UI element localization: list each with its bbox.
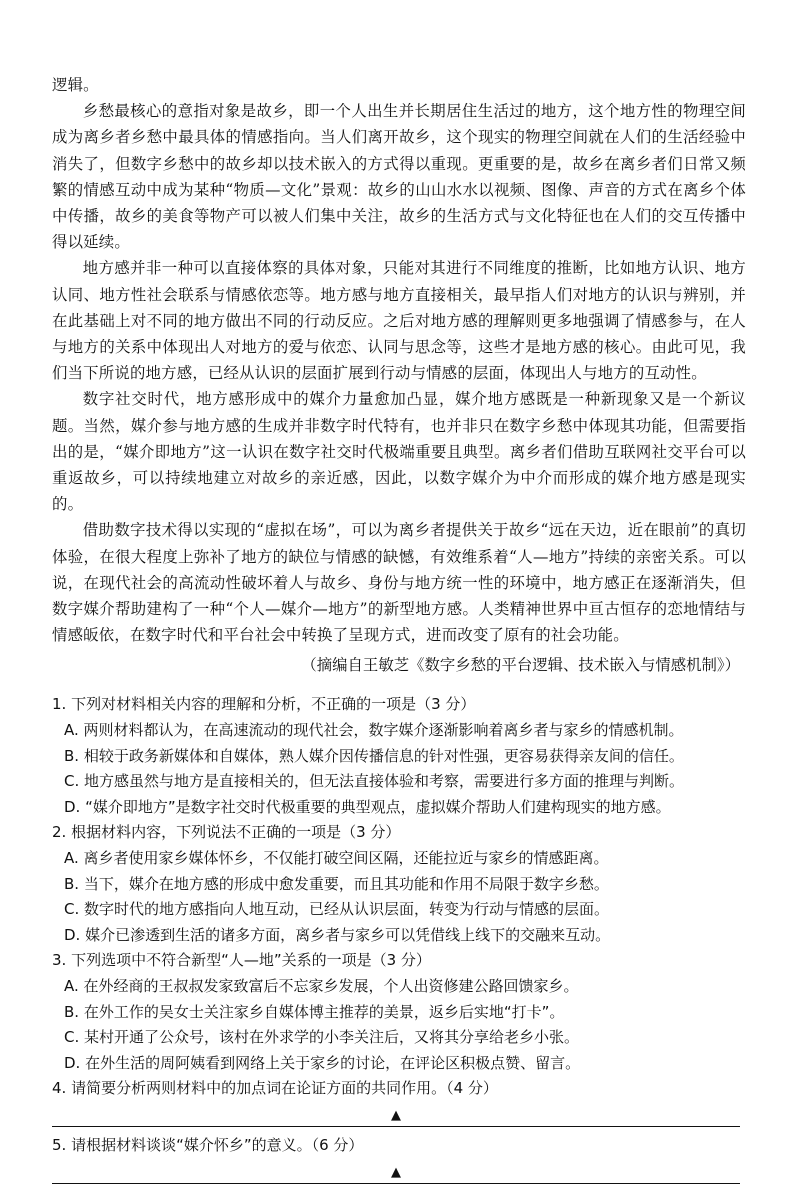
passage-paragraph: 借助数字技术得以实现的“虚拟在场”，可以为离乡者提供关于故乡“远在天边，近在眼前”的真切体验，在很大程度上弥补了地方的缺位与情感的缺憾，有效维系着“人—地方”持续的亲密关系。可以说，在现代社会的高流动性破坏着人与故乡、身份与地方统一性的环境中，地方感正在逐渐消失，但数字媒介帮助建构了一种“个人—媒介—地方”的新型地方感。人类精神世界中亘古恒存的恋地情结与情感皈依，在数字时代和平台社会中转换了呈现方式，进而改变了原有的社会功能。 <box>52 521 746 645</box>
question-3 <box>52 948 746 1076</box>
option-b: B. 当下，媒介在地方感的形成中愈发重要，而且其功能和作用不局限于数字乡愁。 <box>64 874 609 893</box>
option-d: D. 在外生活的周阿姨看到网络上关于家乡的讨论，在评论区积极点赞、留言。 <box>64 1053 581 1072</box>
questions-section <box>52 692 746 1183</box>
question-2 <box>52 820 746 948</box>
option-d: D. 媒介已渗透到生活的诸多方面，离乡者与家乡可以凭借线上线下的交融来互动。 <box>64 925 611 944</box>
option-a: A. 在外经商的王叔叔发家致富后不忘家乡发展，个人出资修建公路回馈家乡。 <box>64 977 579 995</box>
triangle-marker-icon: ▲ <box>391 1164 401 1180</box>
answer-line[interactable] <box>52 1159 740 1184</box>
question-stem: 3. 下列选项中不符合新型“人—地”关系的一项是（3 分） <box>52 951 431 970</box>
source-citation: （摘编自王敏芝《数字乡愁的平台逻辑、技术嵌入与情感机制》） <box>301 656 740 675</box>
passage-paragraph: 地方感并非一种可以直接体察的具体对象，只能对其进行不同维度的推断，比如地方认识、地方认同、地方性社会联系与情感依恋等。地方感与地方直接相关，最早指人们对地方的认识与辨别，并在此基础上对不同的地方做出不同的行动反应。之后对地方感的理解则更多地强调了情感参与，在人与地方的关系中体现出人对地方的爱与依恋、认同与思念等，这些才是地方感的核心。由此可见，我们当下所说的地方感，已经从认识的层面扩展到行动与情感的层面，体现出人与地方的互动性。 <box>52 259 746 383</box>
question-stem: 1. 下列对材料相关内容的理解和分析，不正确的一项是（3 分） <box>52 695 476 714</box>
option-c: C. 某村开通了公众号，该村在外求学的小李关注后，又将其分享给老乡小张。 <box>64 1028 580 1047</box>
option-a: A. 离乡者使用家乡媒体怀乡，不仅能打破空间区隔，还能拉近与家乡的情感距离。 <box>64 849 609 868</box>
triangle-marker-icon: ▲ <box>391 1107 401 1123</box>
passage-continuation: 逻辑。 <box>52 76 99 94</box>
option-d: D. “媒介即地方”是数字社交时代极重要的典型观点，虚拟媒介帮助人们建构现实的地方感。 <box>64 797 671 816</box>
option-c: C. 数字时代的地方感指向人地互动，已经从认识层面，转变为行动与情感的层面。 <box>64 900 610 919</box>
option-c: C. 地方感虽然与地方是直接相关的，但无法直接体验和考察，需要进行多方面的推理与判断。 <box>64 772 685 791</box>
option-b: B. 相较于政务新媒体和自媒体，熟人媒介因传播信息的针对性强，更容易获得亲友间的信任。 <box>64 746 684 765</box>
question-4 <box>52 1076 746 1127</box>
question-stem: 5. 请根据材料谈谈“媒介怀乡”的意义。（6 分） <box>52 1135 364 1154</box>
answer-line[interactable] <box>52 1102 740 1127</box>
question-stem: 2. 根据材料内容，下列说法不正确的一项是（3 分） <box>52 823 401 842</box>
question-1 <box>52 692 746 820</box>
passage-paragraph: 乡愁最核心的意指对象是故乡，即一个人出生并长期居住生活过的地方，这个地方性的物理空间成为离乡者乡愁中最具体的情感指向。当人们离开故乡，这个现实的物理空间就在人们的生活经验中消失了，但数字乡愁中的故乡却以技术嵌入的方式得以重现。更重要的是，故乡在离乡者们日常又频繁的情感互动中成为某种“物质—文化”景观：故乡的山山水水以视频、图像、声音的方式在离乡个体中传播，故乡的美食等物产可以被人们集中关注，故乡的生活方式与文化特征也在人们的交互传播中得以延续。 <box>52 102 746 252</box>
question-5 <box>52 1133 746 1184</box>
question-stem: 4. 请简要分析两则材料中的加点词在论证方面的共同作用。（4 分） <box>52 1079 498 1098</box>
option-b: B. 在外工作的吴女士关注家乡自媒体博主推荐的美景，返乡后实地“打卡”。 <box>64 1002 565 1021</box>
passage-paragraph: 数字社交时代，地方感形成中的媒介力量愈加凸显，媒介地方感既是一种新现象又是一个新议题。当然，媒介参与地方感的生成并非数字时代特有，也并非只在数字乡愁中体现其功能，但需要指出的是，“媒介即地方”这一认识在数字社交时代极端重要且典型。离乡者们借助互联网社交平台可以重返故乡，可以持续地建立对故乡的亲近感，因此，以数字媒介为中介而形成的媒介地方感是现实的。 <box>52 390 746 514</box>
option-a: A. 两则材料都认为，在高速流动的现代社会，数字媒介逐渐影响着离乡者与家乡的情感机制。 <box>64 721 684 740</box>
reading-passage <box>52 72 746 678</box>
